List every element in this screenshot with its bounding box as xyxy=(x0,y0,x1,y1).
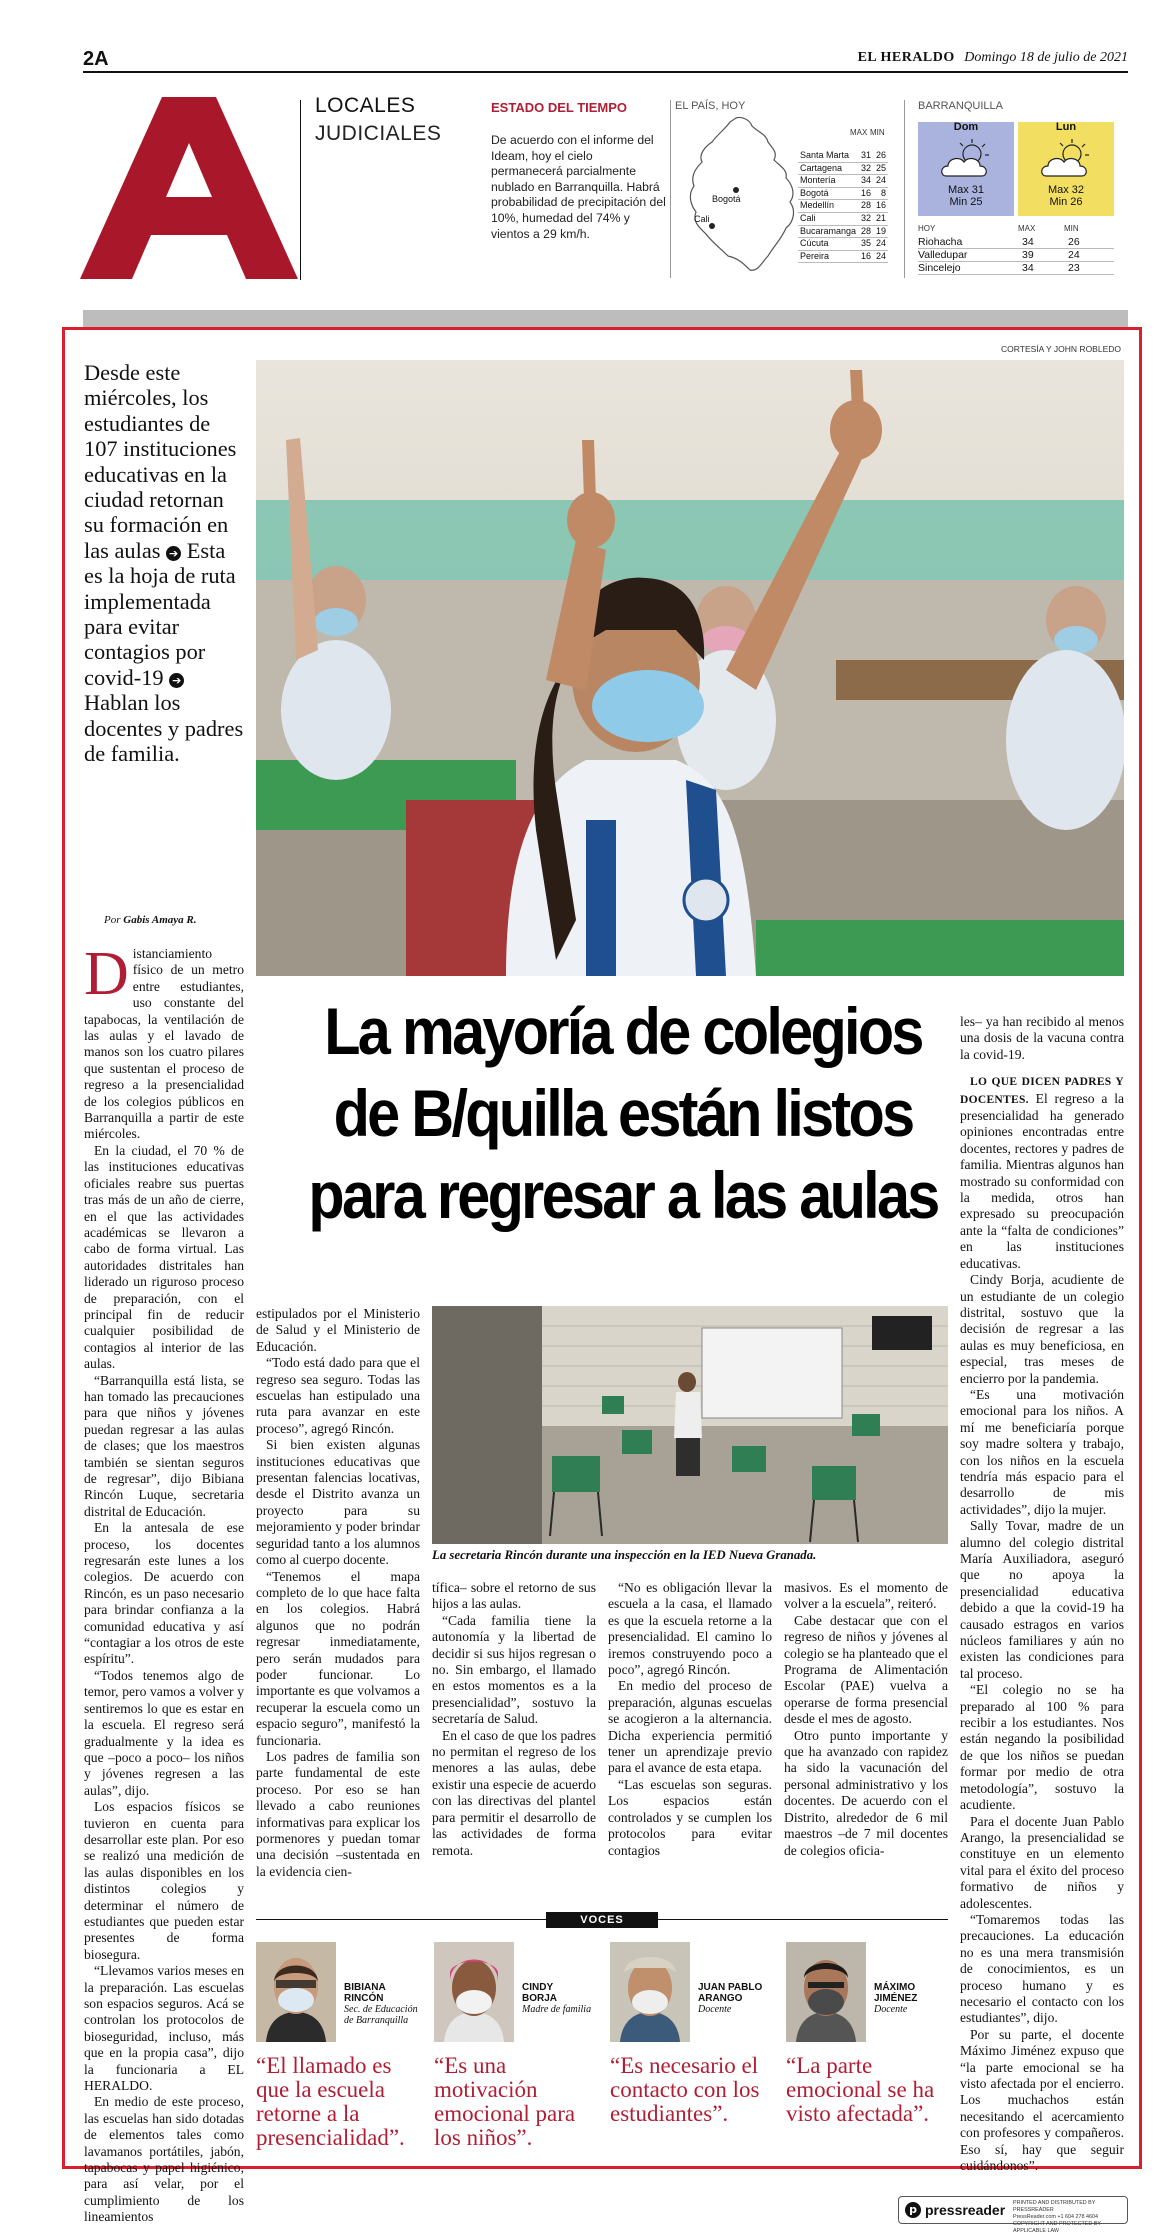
section-letter xyxy=(80,97,298,279)
voice-name: CINDY xyxy=(522,1982,554,1993)
voice-quote: “El llamado es que la escuela retorne a la presencialidad”. xyxy=(256,2053,405,2150)
paragraph: Los padres de familia son parte fundamental de este proceso. Por eso se han llevado a cabo reuniones informativas para explicar los pormenores y puedan tomar una decisión –sustentada en la evidencia cien- xyxy=(256,1748,420,1879)
hoy-max: 39 xyxy=(1022,249,1034,261)
pressreader-note xyxy=(1013,2200,1125,2232)
weather-text: De acuerdo con el informe del Ideam, hoy el cielo permanecerá parcialmente nublado en Barranquilla. Habrá probabilidad de precipitación del 10%, humedad del 74% y vientos a 29 km/h. xyxy=(491,133,666,241)
paragraph: Cabe destacar que con el regreso de niños y jóvenes al colegio se ha planteado que el Programa de Alimentación Escolar (PAE) vuelva a operarse de forma presencial desde el mes de agosto. xyxy=(784,1612,948,1727)
table-row xyxy=(918,249,1114,262)
paragraph: les– ya han recibido al menos una dosis de la vacuna contra la covid-19. xyxy=(960,1014,1124,1062)
cities-table xyxy=(798,150,888,263)
table-row xyxy=(798,200,888,213)
paragraph: En medio del proceso de preparación, algunas escuelas se acogieron a la alternancia. Dicha experiencia permitió tener un aprendizaje previo para el avance de esta etapa. xyxy=(608,1678,772,1776)
voice-name: JUAN PABLO xyxy=(698,1982,763,1993)
avatar xyxy=(434,1942,514,2042)
city-max: 31 xyxy=(858,150,873,162)
pressreader-brand: pressreader xyxy=(925,2202,1006,2218)
body-column-2 xyxy=(256,1306,420,1880)
city-min: 8 xyxy=(873,187,888,200)
paragraph: istanciamiento físico de un metro entre estudiantes, uso constante del tapabocas, la ventilación de las aulas y el lavado de manos son los cuatro pilares que sustentan el proceso de regreso a la presencialidad de los colegios públicos en Barranquilla a partir de este miércoles. xyxy=(84,946,244,1142)
city-min: 19 xyxy=(873,225,888,238)
city-max: 16 xyxy=(858,250,873,263)
hoy-max: 34 xyxy=(1022,236,1034,248)
hoy-city: Riohacha xyxy=(918,236,963,248)
partly-cloudy-icon xyxy=(1038,138,1094,182)
subhead-text: El regreso a la presencialidad ha generado opiniones encontradas entre docentes, rectores y padres de familia. Mientras algunos han mostrado su conformidad con la medida, otros han expresado su preocupación ante la “falta de condiciones” en las instituciones educativas. xyxy=(960,1090,1124,1271)
pressreader-note-2: PressReader.com +1 604 278 4604 xyxy=(1013,2214,1098,2220)
hoy-max-label: MAX xyxy=(1018,224,1036,233)
paragraph: “Todo está dado para que el regreso sea seguro. Todas las escuelas han estipulado una ruta para avanzar en este proceso”, agregó Rincón. xyxy=(256,1355,420,1436)
byline-prefix: Por xyxy=(104,914,121,926)
col-min-label: MIN xyxy=(870,128,885,137)
paragraph: “Llevamos varios meses en la preparación. Las escuelas son espacios seguros. Acá se controlan los protocolos de bioseguridad, incluso, más que en la propia casa”, dijo la funcionaria a EL HERALDO. xyxy=(84,1963,244,2094)
forecast-dom xyxy=(918,122,1014,216)
forecast-dom-min: Min 25 xyxy=(949,196,983,208)
hoy-table xyxy=(918,224,1114,275)
voice-name: BIBIANA xyxy=(344,1982,386,1993)
city-min: 25 xyxy=(873,162,888,175)
photo-credit: CORTESÍA Y JOHN ROBLEDO xyxy=(1001,344,1121,354)
map-label-cali: Cali xyxy=(694,214,710,224)
hoy-min: 26 xyxy=(1068,236,1080,248)
table-row xyxy=(798,175,888,188)
city-min: 24 xyxy=(873,250,888,263)
voice-surname: JIMÉNEZ xyxy=(874,1993,918,2004)
city-max: 35 xyxy=(858,238,873,251)
paragraph: masivos. Es el momento de volver a la escuela”, reiteró. xyxy=(784,1580,948,1612)
page-number: 2A xyxy=(83,48,109,70)
paragraph: Por su parte, el docente Máximo Jiménez expuso que “la parte emocional se ha visto afectada por el encierro. Los muchachos están necesitando el acercamiento con profesores y compañeros. Eso sí, hay que seguir cuidándonos”. xyxy=(960,2026,1124,2174)
city-name: Cartagena xyxy=(798,162,858,175)
pressreader-note-3: COPYRIGHT AND PROTECTED BY APPLICABLE LAW xyxy=(1013,2221,1101,2232)
voice-role: Madre de familia xyxy=(522,2004,592,2015)
paragraph: Los espacios físicos se tuvieron en cuenta para desarrollar este plan. Por eso se realizó una medición de las aulas disponibles en los distintos colegios y determinar el número de estudiantes que pueden estar presentes de forma biosegura. xyxy=(84,1799,244,1962)
headline-line-1: La mayoría de colegios xyxy=(324,994,922,1068)
table-row xyxy=(798,212,888,225)
city-max: 28 xyxy=(858,225,873,238)
city-name: Montería xyxy=(798,175,858,188)
table-row xyxy=(798,187,888,200)
body-column-3 xyxy=(432,1580,596,1859)
map-label-bogota: Bogotá xyxy=(712,194,741,204)
paragraph: Otro punto importante y que ha avanzado con rapidez ha sido la vacunación del personal administrativo y los docentes. De acuerdo con el Distrito, alrededor de 6 mil maestros –de 7 mil docentes de colegios oficia- xyxy=(784,1727,948,1858)
forecast-lun-label: Lun xyxy=(1055,121,1077,133)
paragraph: tífica– sobre el retorno de sus hijos a las aulas. xyxy=(432,1580,596,1612)
issue-date: Domingo 18 de julio de 2021 xyxy=(964,50,1128,65)
city-max: 32 xyxy=(858,212,873,225)
byline-name: Gabis Amaya R. xyxy=(123,914,197,926)
forecast-dom-max: Max 31 xyxy=(947,184,985,196)
voices-label: VOCES xyxy=(546,1912,658,1928)
hoy-city-label: HOY xyxy=(918,224,936,233)
paragraph: En la antesala de ese proceso, los docentes regresarán este lunes a los colegios. De acuerdo con Rincón, es un paso necesario para brindar confianza a la comunidad educativa y así “contagiar a los otros de este espíritu”. xyxy=(84,1520,244,1667)
main-photo xyxy=(256,360,1124,976)
voice-surname: RINCÓN xyxy=(344,1993,384,2004)
paragraph: “El colegio no se ha preparado al 100 % para recibir a los estudiantes. Nos están negando la posibilidad de que los niños se puedan formar por medio de otra metodología”, sostuvo la acudiente. xyxy=(960,1682,1124,1813)
paragraph: En medio de este proceso, las escuelas han sido dotadas de elementos tales como lavamanos portátiles, jabón, tapabocas y papel higiénico, para así velar, por el cumplimiento de los lineamientos xyxy=(84,2094,244,2225)
avatar xyxy=(786,1942,866,2042)
masthead-date-line xyxy=(858,50,1128,66)
city-min: 24 xyxy=(873,238,888,251)
forecast-lun-min: Min 26 xyxy=(1049,196,1083,208)
city-min: 16 xyxy=(873,200,888,213)
paragraph: Cindy Borja, acudiente de un estudiante de un colegio distrital, sostuvo que la decisión de regresar a las aulas es muy beneficiosa, en especial, tras meses de encierro por la pandemia. xyxy=(960,1272,1124,1386)
voice-card xyxy=(256,1942,428,2150)
col-max-label: MAX xyxy=(850,128,868,137)
voice-surname: ARANGO xyxy=(698,1993,743,2004)
city-name: Santa Marta xyxy=(798,150,858,162)
paragraph: “Cada familia tiene la autonomía y la libertad de decidir si sus hijos regresan o no. Sin embargo, el llamado en estos momentos es a la presencialidad”, sostuvo la secretaría de Salud. xyxy=(432,1612,596,1727)
weather-divider-2 xyxy=(904,100,905,278)
paragraph: “Barranquilla está lista, se han tomado las precauciones para que niños y jóvenes puedan regresar a las aulas de clases; que los maestros también se sientan seguros de regresar”, dijo Bibiana Rincón Luque, secretaria distrital de Educación. xyxy=(84,1372,244,1519)
table-row xyxy=(918,262,1114,275)
paragraph: estipulados por el Ministerio de Salud y el Ministerio de Educación. xyxy=(256,1306,420,1354)
headline xyxy=(295,990,952,1236)
colombia-map xyxy=(678,112,806,277)
hoy-min-label: MIN xyxy=(1064,224,1079,233)
voice-card xyxy=(786,1942,958,2142)
avatar xyxy=(610,1942,690,2042)
inspection-photo xyxy=(432,1306,948,1544)
paragraph: Sally Tovar, madre de un alumno del colegio distrital María Auxiliadora, aseguró que no apoya la presencialidad educativa debido a que la covid-19 ha causado estragos en varios núcleos familiares y aún no existen las condiciones para tal proceso. xyxy=(960,1518,1124,1681)
pressreader-note-1: PRINTED AND DISTRIBUTED BY PRESSREADER xyxy=(1013,2200,1096,2213)
city-min: 24 xyxy=(873,175,888,188)
pressreader-logo-icon: p xyxy=(905,2202,921,2218)
subhead-paragraph xyxy=(960,1073,1124,1272)
hoy-city: Valledupar xyxy=(918,249,968,261)
voice-role: Sec. de Educación de Barranquilla xyxy=(344,2004,418,2026)
paragraph: “Las escuelas son seguras. Los espacios están controlados y se cumplen los protocolos para evitar contagios xyxy=(608,1776,772,1858)
city-max: 32 xyxy=(858,162,873,175)
city-name: Bogotá xyxy=(798,187,858,200)
voice-card xyxy=(434,1942,606,2150)
headline-line-2: de B/quilla están listos xyxy=(333,1076,913,1150)
table-row xyxy=(798,250,888,263)
section-subname: JUDICIALES xyxy=(315,122,442,145)
table-row xyxy=(798,238,888,251)
paragraph: “Tenemos el mapa completo de lo que hace falta en los colegios. Habrá algunos que no podrán regresar inmediatamente, pero serán mudados para poder funcionar. Lo importante es que volvamos a recuperar la escuela como un espacio seguro”, manifestó la funcionaria. xyxy=(256,1568,420,1748)
city-max: 28 xyxy=(858,200,873,213)
forecast-lun-max: Max 32 xyxy=(1047,184,1085,196)
voice-quote: “La parte emocional se ha visto afectada”. xyxy=(786,2053,935,2126)
table-row xyxy=(798,162,888,175)
voice-card xyxy=(610,1942,782,2142)
city-min: 26 xyxy=(873,150,888,162)
voice-quote: “Es necesario el contacto con los estudiantes”. xyxy=(610,2053,760,2126)
city-name: Bucaramanga xyxy=(798,225,858,238)
country-title: EL PAÍS, HOY xyxy=(675,100,746,112)
voice-surname: BORJA xyxy=(522,1993,558,2004)
masthead: EL HERALDO xyxy=(857,50,955,65)
body-column-1 xyxy=(84,940,244,2226)
hoy-min: 24 xyxy=(1068,249,1080,261)
city-max: 34 xyxy=(858,175,873,188)
pressreader-badge[interactable] xyxy=(898,2196,1128,2232)
paragraph: Si bien existen algunas instituciones educativas que presentan falencias locativas, desde el Distrito avanza un proyecto para su mejoramiento y poder brindar seguridad tanto a los alumnos como al cuerpo docente. xyxy=(256,1437,420,1568)
summary-point-3: Hablan los docentes y padres de familia. xyxy=(84,690,244,767)
byline xyxy=(104,914,197,926)
weather-title: ESTADO DEL TIEMPO xyxy=(491,100,628,115)
paragraph: “No es obligación llevar la escuela a la casa, el llamado es que la escuela retorne a la presencialidad. El camino lo iremos construyendo poco a poco”, agregó Rincón. xyxy=(608,1580,772,1678)
bullet-arrow-icon: ➔ xyxy=(166,546,181,561)
paragraph: En el caso de que los padres no permitan el regreso de los menores a las aulas, debe existir una especie de acuerdo con las directivas del plantel para permitir el desarrollo de las actividades de forma remota. xyxy=(432,1727,596,1858)
city-name: Medellín xyxy=(798,200,858,213)
headline-line-3: para regresar a las aulas xyxy=(308,1158,938,1232)
summary-point-2: Esta es la hoja de ruta implementada para evitar contagios por covid-19 xyxy=(84,537,236,690)
section-divider xyxy=(300,100,301,280)
avatar xyxy=(256,1942,336,2042)
voice-role: Docente xyxy=(698,2004,732,2015)
body-column-6 xyxy=(960,1014,1124,2174)
paragraph: “Tomaremos todas las precauciones. La educación no es una mera transmisión de conocimientos, es un proceso humano y es necesario el contacto con los estudiantes”, dijo. xyxy=(960,1911,1124,2026)
bullet-arrow-icon: ➔ xyxy=(169,673,184,688)
gray-band xyxy=(83,310,1128,328)
summary-point-1: Desde este miércoles, los estudiantes de 107 instituciones educativas en la ciudad retornan su formación en las aulas xyxy=(84,360,237,563)
header-rule xyxy=(83,71,1128,73)
hoy-max: 34 xyxy=(1022,262,1034,274)
body-column-4 xyxy=(608,1580,772,1859)
city-name: Cali xyxy=(798,212,858,225)
paragraph: “Todos tenemos algo de temor, pero vamos a volver y sentiremos lo que es estar en la escuela. El regreso será gradualmente y la idea es que –poco a poco– los niños y jóvenes regresen a las aulas”, dijo. xyxy=(84,1667,244,1798)
hoy-header xyxy=(918,224,1114,236)
article-summary xyxy=(84,360,244,767)
table-row xyxy=(798,225,888,238)
forecast-dom-label: Dom xyxy=(953,121,979,133)
paragraph: “Es una motivación emocional para los niños. A mí me beneficiaría porque soy madre soltera y trabajo, con los niños en la escuela tendría más espacio para el desarrollo de mis actividades”, dijo la mujer. xyxy=(960,1386,1124,1517)
subhead: LO QUE DICEN PADRES Y DOCENTES. xyxy=(960,1076,1124,1106)
hoy-min: 23 xyxy=(1068,262,1080,274)
voice-role: Docente xyxy=(874,2004,908,2015)
forecast-lun xyxy=(1018,122,1114,216)
body-column-5 xyxy=(784,1580,948,1859)
city-name: Pereira xyxy=(798,250,858,263)
weather-divider-1 xyxy=(670,100,671,278)
baq-title: BARRANQUILLA xyxy=(918,100,1003,112)
city-name: Cúcuta xyxy=(798,238,858,251)
voice-quote: “Es una motivación emocional para los niños”. xyxy=(434,2053,576,2150)
partly-cloudy-icon xyxy=(938,138,994,182)
drop-cap: D xyxy=(84,940,129,1008)
table-row xyxy=(798,150,888,162)
paragraph: En la ciudad, el 70 % de las instituciones educativas oficiales reabre sus puertas tras más de un año de cierre, en el que las actividades académicas se llevaron a cabo de forma virtual. Las autoridades distritales han liderado un riguroso proceso de preparación, con el principal fin de reducir cualquier posibilidad de contagios al interior de las aulas. xyxy=(84,1142,244,1372)
city-min: 21 xyxy=(873,212,888,225)
paragraph: Para el docente Juan Pablo Arango, la presencialidad se constituye en un elemento vital para el éxito del proceso formativo de niños y adolescentes. xyxy=(960,1813,1124,1911)
voice-name: MÁXIMO xyxy=(874,1982,916,1993)
section-name: LOCALES xyxy=(315,94,416,117)
table-row xyxy=(918,236,1114,249)
hoy-city: Sincelejo xyxy=(918,262,961,274)
city-max: 16 xyxy=(858,187,873,200)
photo-caption: La secretaria Rincón durante una inspección en la IED Nueva Granada. xyxy=(432,1548,817,1562)
